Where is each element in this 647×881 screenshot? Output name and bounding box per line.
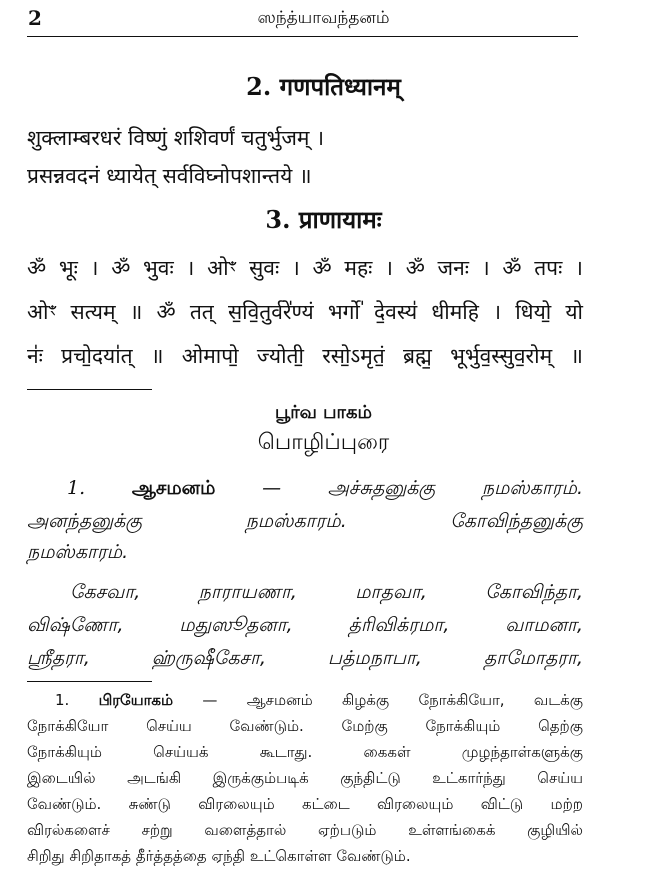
footnote-line-4: இடையில் அடங்கி இருக்கும்படிக் குந்திட்டு உட்கார்ந்து செய்ய <box>27 769 583 787</box>
para1-term: ஆசமனம் <box>131 477 216 499</box>
footnote-line-1 <box>55 691 583 711</box>
footnote-line-6: விரல்களைச் சற்று வளைத்தால் ஏற்படும் உள்ளங்கைக் குழியில் <box>27 821 583 839</box>
ganapati-line-1: शुक्लाम्बरधरं विष्णुं शशिवर्णं चतुर्भुजम् । <box>27 126 325 150</box>
pranayama-line-2: ओꣳ सत्यम् ॥ ॐ तत् स॒वि॒तुर्वरे॑ण्यं भर्गो॑ दे॒वस्य॑ धीमहि । धियो॒ यो <box>27 300 583 324</box>
section-divider <box>27 389 152 390</box>
body-para1-line3: நமஸ்காரம். <box>27 541 129 563</box>
sub-title: பொழிப்புரை <box>257 430 390 455</box>
pranayama-line-3: नः॑ प्रचो॒दया॑त् ॥ ओमापो॒ ज्योती॒ रसो॒ऽमृतं॒ ब्रह्म॒ भूर्भुव॒स्सुव॒रोम् ॥ <box>27 344 583 368</box>
page-number: 2 <box>28 6 42 30</box>
para1-number: 1. <box>67 477 86 499</box>
ganapati-line-2: प्रसन्नवदनं ध्यायेत् सर्वविघ्नोपशान्तये ॥ <box>27 164 312 188</box>
body-para1-line2: அனந்தனுக்கு நமஸ்காரம். கோவிந்தனுக்கு <box>27 510 583 532</box>
footnote-line-2: நோக்கியோ செய்ய வேண்டும். மேற்கு நோக்கியும் தெற்கு <box>27 717 583 735</box>
footnote-term: பிரயோகம் <box>98 691 174 709</box>
section-title-ganapati: 2. गणपतिध्यानम् <box>246 72 401 101</box>
footnote-line1-rest: — ஆசமனம் கிழக்கு நோக்கியோ, வடக்கு <box>202 691 583 709</box>
body-para1-line1 <box>27 477 583 502</box>
footnote-line-3: நோக்கியும் செய்யக் கூடாது. கைகள் முழந்தாள்களுக்கு <box>27 743 583 761</box>
pranayama-line-1: ॐ भूः । ॐ भुवः । ओꣳ सुवः । ॐ महः । ॐ जनः । ॐ तपः । <box>27 256 583 280</box>
footnote-line-5: வேண்டும். சுண்டு விரலையும் கட்டை விரலையும் விட்டு மற்ற <box>27 795 583 813</box>
header-rule <box>27 36 578 37</box>
footnote-line-7: சிறிது சிறிதாகத் தீர்த்தத்தை ஏந்தி உட்கொள்ள வேண்டும். <box>27 847 411 865</box>
section-title-pranayama: 3. प्राणायामः <box>265 205 382 234</box>
body-para2-line3: ஶ்ரீதரா, ஹ்ருஷீகேசா, பத்மநாபா, தாமோதரா, <box>27 647 583 669</box>
body-para2-line2: விஷ்ணோ, மதுஸூதனா, த்ரிவிக்ரமா, வாமனா, <box>27 614 583 636</box>
footnote-rule <box>27 681 152 682</box>
part-title: பூர்வ பாகம் <box>275 402 372 423</box>
para1-line1-rest: — அச்சுதனுக்கு நமஸ்காரம். <box>262 477 583 499</box>
running-title: ஸந்த்யாவந்தனம் <box>257 8 390 28</box>
footnote-number: 1. <box>55 691 70 709</box>
body-para2-line1: கேசவா, நாராயணா, மாதவா, கோவிந்தா, <box>70 581 583 603</box>
